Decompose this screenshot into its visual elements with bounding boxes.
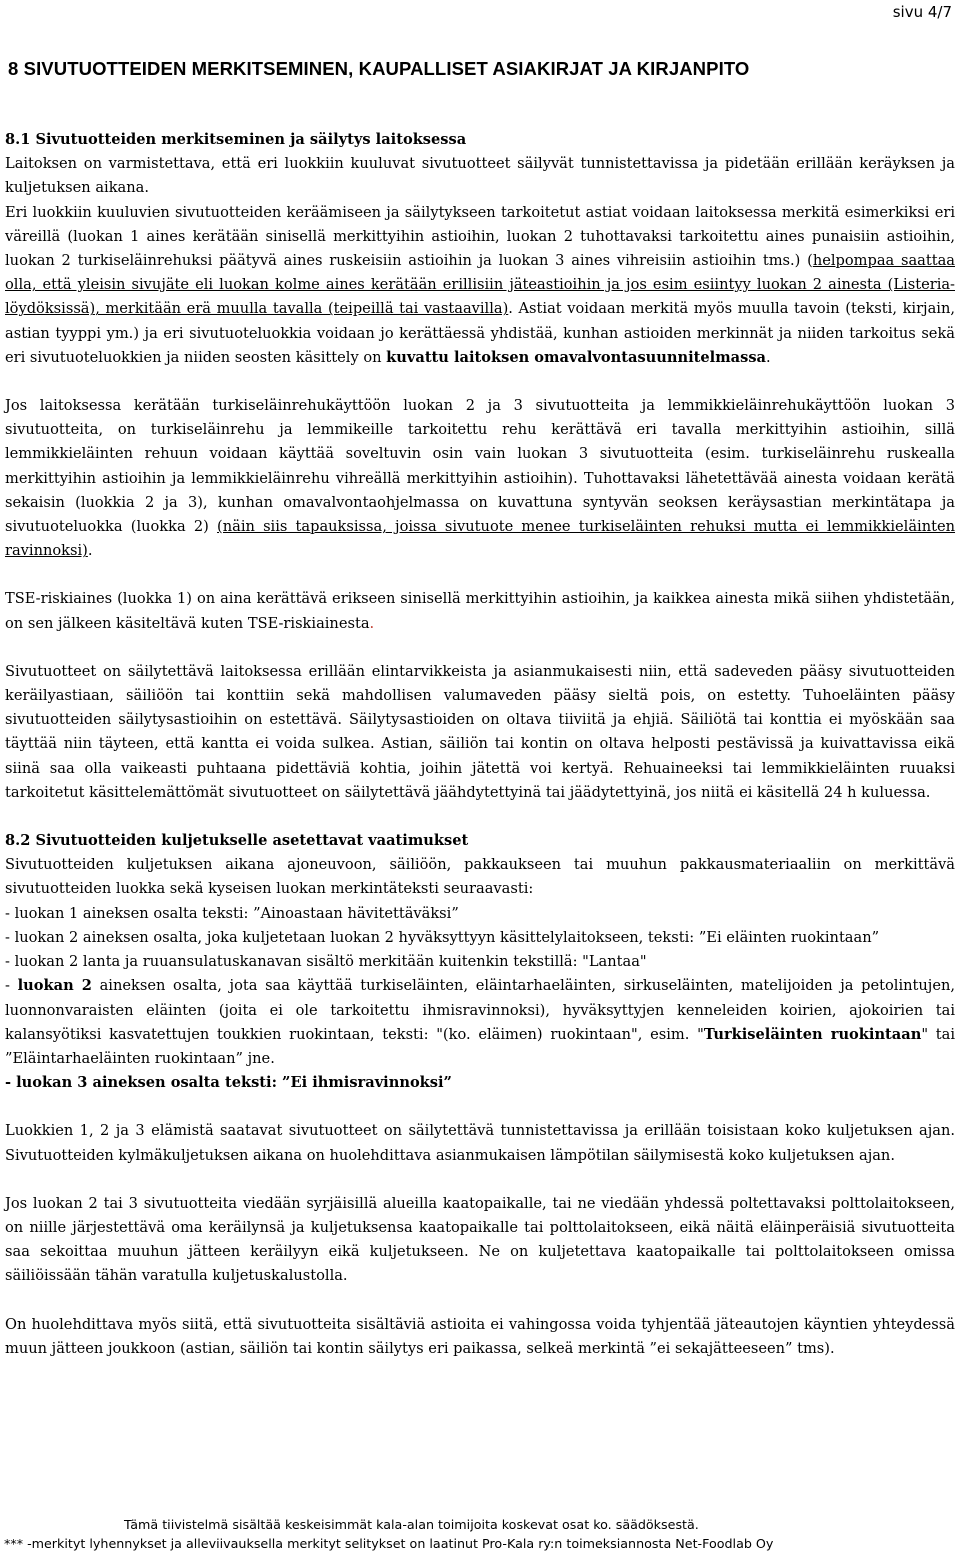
paragraph-2-end: . [766, 348, 771, 366]
paragraph-2 [5, 201, 955, 370]
list-item-4 [5, 974, 955, 1071]
paragraph-3 [5, 394, 955, 563]
list-item-4-text: aineksen osalta, jota saa käyttää turkiseläinten, eläintarhaeläinten, sirkuseläinten, matelijoiden ja petolintujen, luonnonvaraisten eläinten (joita ei ole tarkoitettu ihmisravinnoksi), hyväksyttyjen kenneleiden koirien, ajokoirien tai kalansyötiksi kasvatettujen toukkien ruokintaan, teksti: "(ko. eläimen) ruokintaan", esim. " [5, 977, 955, 1043]
list-item-4-text-end: " tai ”Eläintarhaeläinten ruokintaan” jne. [5, 1025, 955, 1067]
list-item-4-dash: - [5, 977, 18, 995]
list-item-1: - luokan 1 aineksen osalta teksti: ”Ainoastaan hävitettäväksi” [5, 904, 459, 922]
paragraph-5: Sivutuotteet on säilytettävä laitoksessa erillään elintarvikkeista ja asianmukaisesti niin, että sadeveden pääsy sivutuotteiden keräilyastiaan, säiliöön tai konttiin sekä mahdollisen valumaveden pääsy sieltä pois, on estetty. Tuhoeläinten pääsy sivutuotteiden säilytysastioihin on estettävä. Säilytysastioiden on oltava tiiviitä ja ehjiä. Säiliötä tai konttia ei myöskään saa täyttää niin täyteen, että kantta ei voida sulkea. Astian, säiliön tai kontin on oltava helposti pestävissä ja kuivattavissa eikä siinä saa olla vaikeasti puhtaana pidettäviä kohtia, joihin jätettä voi kertyä. Rehuaineeksi tai lemmikkieläinten ruuaksi tarkoitetut käsittelemättömät sivutuotteet on säilytettävä jäähdytettyinä tai jäädytettyinä, jos niitä ei käsitellä 24 h kuluessa. [5, 662, 955, 801]
paragraph-2-underlined-note: helpompaa saattaa olla, että yleisin sivujäte eli luokan kolme aines kerätään erillisiin jäteastioihin ja jos esim esiintyy luokan 2 ainesta (Listeria-löydöksissä), merkitään erä muulla tavalla (teipeillä tai vastaavilla) [5, 252, 956, 318]
paragraph-1: Laitoksen on varmistettava, että eri luokkiin kuuluvat sivutuotteet säilyvät tunnistettavissa ja pidetään erillään keräyksen ja kuljetuksen aikana. [5, 155, 955, 197]
paragraph-3-text: Jos laitoksessa kerätään turkiseläinrehukäyttöön luokan 2 ja 3 sivutuotteita ja lemmikkieläinrehukäyttöön luokan 3 sivutuotteita, on turkiseläinrehu ja lemmikeille tarkoitettu rehu kerättävä eri tavalla merkittyihin astioihin, sillä lemmikkieläinten rehuun voidaan käyttää soveltuvin osin vain luokan 3 sivutuotteita (esim. turkiseläinrehu ruskealla merkittyihin astioihin ja lemmikkieläinrehu vihreällä merkittyihin astioihin). Tuhottavaksi lähetettävää ainesta voidaan kerätä sekaisin (luokkia 2 ja 3), kunhan omavalvontaohjelmassa on kuvattuna syntyvän seoksen keräysastian merkintätapa ja sivutuoteluokka (luokka 2) [5, 397, 955, 536]
section-8-2-heading: 8.2 Sivutuotteiden kuljetukselle asetettavat vaatimukset [5, 832, 469, 850]
section-8-2-intro: Sivutuotteiden kuljetuksen aikana ajoneuvoon, säiliöön, pakkaukseen tai muuhun pakkausmateriaaliin on merkittävä sivutuotteiden luokka sekä kyseisen luokan merkintäteksti seuraavasti: [5, 856, 955, 898]
list-item-2: - luokan 2 aineksen osalta, joka kuljetetaan luokan 2 hyväksyttyyn käsittelylaitokseen, teksti: ”Ei eläinten ruokintaan” [5, 928, 880, 946]
chapter-title: 8 SIVUTUOTTEIDEN MERKITSEMINEN, KAUPALLISET ASIAKIRJAT JA KIRJANPITO [8, 58, 750, 79]
list-item-4-bold: luokan 2 [17, 977, 92, 995]
paragraph-2-text: Eri luokkiin kuuluvien sivutuotteiden keräämiseen ja säilytykseen tarkoitetut astiat voidaan laitoksessa merkitä esimerkiksi eri väreillä (luokan 1 aines kerätään sinisellä merkittyihin astioihin, luokan 2 tuhottavaksi tarkoitettu aines punaisiin astioihin, luokan 2 turkiseläinrehuksi päätyvä aines ruskeisiin astioihin ja luokan 3 aines vihreisiin astioihin tms.) ( [5, 203, 955, 270]
paragraph-3-end: . [87, 542, 93, 560]
list-item-5: - luokan 3 aineksen osalta teksti: ”Ei ihmisravinnoksi” [5, 1074, 452, 1092]
paragraph-8: On huolehdittava myös siitä, että sivutuotteita sisältäviä astioita ei vahingossa voida tyhjentää jäteautojen käyntien yhteydessä muun jätteen joukkoon (astian, säiliön tai kontin säilytys eri paikassa, selkeä merkintä ”ei sekajätteeseen” tms). [5, 1315, 955, 1357]
paragraph-2-text-cont: . Astiat voidaan merkitä myös muulla tavoin (teksti, kirjain, astian tyyppi ym.) ja eri sivutuoteluokkia voidaan jo kerättäessä yhdistää, kunhan astioiden merkinnät ja niiden tarkoitus sekä eri sivutuoteluokkien ja niiden seosten käsittely on [5, 300, 955, 366]
paragraph-6: Luokkien 1, 2 ja 3 elämistä saatavat sivutuotteet on säilytettävä tunnistettavissa ja erillään toisistaan koko kuljetuksen ajan. Sivutuotteiden kylmäkuljetuksen aikana on huolehdittava asianmukaisen lämpötilan säilymisestä koko kuljetuksen ajan. [5, 1122, 955, 1164]
list-item-4-bold-example: Turkiseläinten ruokintaan [703, 1025, 922, 1043]
footer-line-1: Tämä tiivistelmä sisältää keskeisimmät kala-alan toimijoita koskevat osat ko. säädöksestä. [124, 1517, 699, 1532]
section-8-1-heading: 8.1 Sivutuotteiden merkitseminen ja säilytys laitoksessa [5, 131, 467, 148]
paragraph-7: Jos luokan 2 tai 3 sivutuotteita viedään syrjäisillä alueilla kaatopaikalle, tai ne viedään yhdessä poltettavaksi polttolaitokseen, on niille järjestettävä oma keräilynsä ja kuljetuksensa kaatopaikalle tai polttolaitokseen, eikä näitä eläinperäisiä sivutuotteita saa sekoittaa muuhun jätteen keräilyyn eikä kuljetukseen. Ne on kuljetettava kaatopaikalle tai polttolaitokseen omissa säiliöissään tähän varatulla kuljetuskalustolla. [5, 1194, 955, 1285]
footer-line-2: *** -merkityt lyhennykset ja alleviivauksella merkityt selitykset on laatinut Pro-Kala ry:n toimeksiannosta Net-Foodlab Oy [4, 1536, 774, 1551]
paragraph-3-underlined-note: (näin siis tapauksissa, joissa sivutuote menee turkiseläinten rehuksi mutta ei lemmikkieläinten ravinnoksi) [5, 518, 956, 560]
document-body [5, 128, 955, 1361]
paragraph-4-text: TSE-riskiaines (luokka 1) on aina kerättävä erikseen sinisellä merkittyihin astioihin, ja kaikkea ainesta mikä siihen yhdistetään, on sen jälkeen käsiteltävä kuten TSE-riskiainesta [5, 590, 955, 632]
paragraph-4-end: . [369, 614, 375, 632]
paragraph-2-bold: kuvattu laitoksen omavalvontasuunnitelmassa [386, 348, 766, 366]
paragraph-4 [5, 587, 955, 635]
list-item-3: - luokan 2 lanta ja ruuansulatuskanavan sisältö merkitään kuitenkin tekstillä: "Lantaa" [5, 953, 647, 971]
page-number: sivu 4/7 [892, 3, 952, 21]
